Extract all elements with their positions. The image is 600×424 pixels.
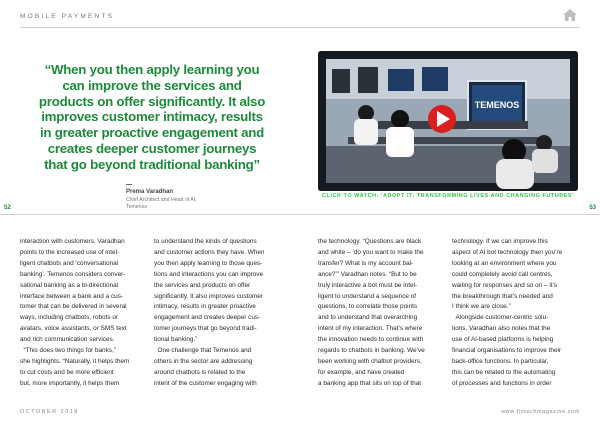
text-line: tional banking.” xyxy=(154,336,198,344)
video-caption-title: 'ADOPT IT: TRANSFORMING LIVES AND CHANGING FUTURES' xyxy=(381,193,574,199)
quote-line: “When you then apply learning you xyxy=(44,62,260,77)
text-line: banking’. Temenos considers conver- xyxy=(20,270,126,278)
text-line: the breakthrough that’s needed and xyxy=(452,292,553,300)
text-line: “This does two things for banks,” xyxy=(20,347,116,355)
text-line: ways, including chatbots, robots or xyxy=(20,314,119,322)
body-column-3 xyxy=(318,237,448,390)
text-line: avatars, voice assistants, or SMS text xyxy=(20,325,127,333)
text-line: this can be related to the automating xyxy=(452,368,556,376)
text-line: intimacy, results in greater proactive xyxy=(154,303,256,311)
quote-line: that go beyond traditional banking” xyxy=(44,156,260,172)
text-line: tomer that can be delivered in several xyxy=(20,303,127,311)
video-player[interactable] xyxy=(318,51,578,191)
text-line: Alongside customer-centric solu- xyxy=(452,314,549,322)
text-line: back-office functions. In particular, xyxy=(452,357,549,365)
text-line: a banking app that sits on top of that xyxy=(318,379,422,387)
video-caption-lead: CLICK TO WATCH: xyxy=(321,193,379,199)
pull-quote xyxy=(18,62,286,173)
text-line: ligent to understand a sequence of xyxy=(318,292,417,300)
text-line: regards to chatbots in banking. We’ve xyxy=(318,347,425,355)
text-line: and to understand that overarching xyxy=(318,314,418,322)
text-line: engagement and creates deeper cus- xyxy=(154,314,261,322)
text-line: to cut costs and be more efficient xyxy=(20,368,114,376)
page-number-left: 52 xyxy=(4,205,11,211)
text-line: aspect of AI bot technology then you’re xyxy=(452,248,563,256)
body-column-4 xyxy=(452,237,582,390)
text-line: interface between a bank and a cus- xyxy=(20,292,124,300)
text-line: financial organisations to improve their xyxy=(452,347,562,355)
quote-line: products on offer significantly. It also xyxy=(38,93,266,109)
text-line: points to the increased use of intel- xyxy=(20,248,120,256)
screen-brand-text: TEMENOS xyxy=(474,100,520,110)
text-line: for example, and have created xyxy=(318,368,405,376)
footer-website-link[interactable]: www.fintechmagazine.com xyxy=(501,409,580,415)
text-line: she highlights. “Naturally, it helps them xyxy=(20,357,130,365)
text-line: the innovation needs to continue with xyxy=(318,336,424,344)
video-caption[interactable] xyxy=(318,193,578,199)
text-line: but, more importantly, it helps them xyxy=(20,379,120,387)
text-line: tomer journeys that go beyond tradi- xyxy=(154,325,257,333)
text-line: I think we are close.” xyxy=(452,303,511,311)
quote-line: in greater proactive engagement and xyxy=(39,125,264,141)
page-divider-left xyxy=(0,214,300,215)
text-line: been working with chatbot providers, xyxy=(318,357,422,365)
text-line: you then apply learning to those ques- xyxy=(154,259,263,267)
text-line: One challenge that Temenos and xyxy=(154,347,252,355)
text-line: looking at an environment where you xyxy=(452,259,557,267)
text-line: intent of my interaction. That’s where xyxy=(318,325,423,333)
text-line: tions, Varadhan also notes that the xyxy=(452,325,551,333)
text-line: of processes and functions in order xyxy=(452,379,552,387)
text-line: the services and products on offer xyxy=(154,281,251,289)
attribution-dash xyxy=(126,184,132,185)
quote-line: creates deeper customer journeys xyxy=(47,140,257,156)
text-line: and rich communication services. xyxy=(20,336,115,344)
text-line: others in the sector are addressing xyxy=(154,357,253,365)
home-icon[interactable] xyxy=(562,8,578,22)
section-label: MOBILE PAYMENTS xyxy=(20,13,115,20)
body-column-2 xyxy=(154,237,284,390)
play-icon[interactable] xyxy=(318,51,578,191)
text-line: to understand the kinds of questions xyxy=(154,238,257,245)
body-column-1 xyxy=(20,237,150,390)
text-line: and white – ‘do you want to make the xyxy=(318,248,424,256)
text-line: technology. If we can improve this xyxy=(452,238,548,245)
text-line: sational banking as a bi-directional xyxy=(20,281,119,289)
attribution-role-line: Temenos xyxy=(126,204,148,210)
text-line: use of AI-based platforms is helping xyxy=(452,336,554,344)
text-line: and customer actions they have. When xyxy=(154,248,265,256)
text-line: ance?’” Varadhan notes. “But to be xyxy=(318,270,417,278)
text-line: the technology. “Questions are black xyxy=(318,238,422,245)
page-number-right: 53 xyxy=(589,205,596,211)
text-line: interaction with customers, Varadhan xyxy=(20,238,125,245)
text-line: truly interactive a bot must be intel- xyxy=(318,281,418,289)
text-line: tions and interactions you can improve xyxy=(154,270,264,278)
quote-line: can improve the services and xyxy=(62,77,242,93)
attribution-role-line: Chief Architect and Head of AI, xyxy=(126,197,197,203)
text-line: transfer? What is my account bal- xyxy=(318,259,414,267)
attribution-name: Prema Varadhan xyxy=(126,189,174,195)
page-divider-right xyxy=(300,214,600,215)
text-line: questions, to correlate those points xyxy=(318,303,418,311)
text-line: significantly. It also improves customer xyxy=(154,292,263,300)
text-line: intent of the customer engaging with xyxy=(154,379,257,387)
text-line: ligent chatbots and ‘conversational xyxy=(20,259,119,267)
attribution-role xyxy=(126,197,236,211)
footer-date: OCTOBER 2018 xyxy=(20,409,79,415)
quote-line: improves customer intimacy, results xyxy=(41,109,263,125)
text-line: around chatbots is related to the xyxy=(154,368,246,376)
header-divider xyxy=(20,27,580,28)
text-line: could completely avoid call centres, xyxy=(452,270,553,278)
text-line: waiting for responses and so on – it’s xyxy=(452,281,558,289)
